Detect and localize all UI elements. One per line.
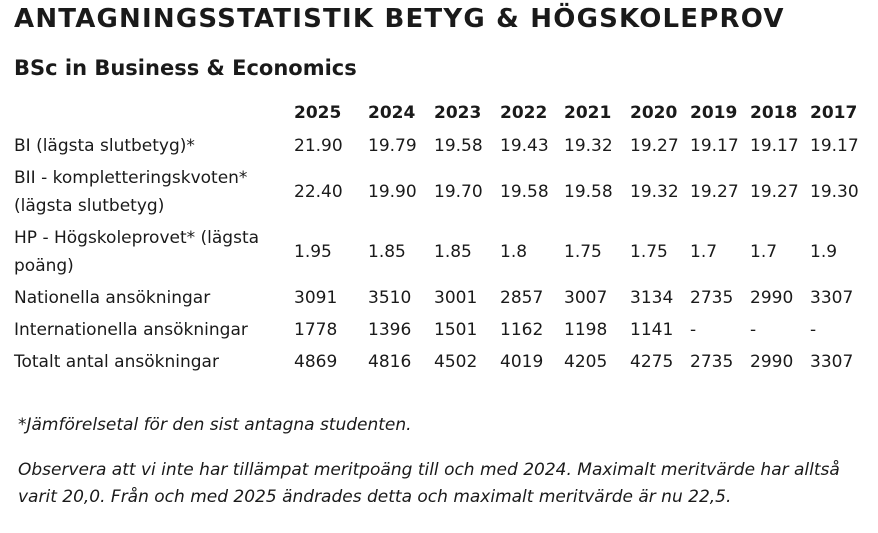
table-cell: - bbox=[690, 320, 697, 340]
table-cell: 22.40 bbox=[294, 182, 343, 202]
table-cell: - bbox=[750, 320, 757, 340]
table-cell: 4869 bbox=[294, 352, 338, 372]
table-cell: - bbox=[810, 320, 817, 340]
table-cell: 1141 bbox=[630, 320, 674, 340]
table-row bbox=[14, 162, 870, 222]
program-subtitle: BSc in Business & Economics bbox=[14, 56, 357, 80]
table-row bbox=[14, 314, 870, 346]
table-cell: 2735 bbox=[690, 352, 734, 372]
year-header: 2025 bbox=[294, 103, 342, 123]
table-cell: 3307 bbox=[810, 288, 854, 308]
table-cell: 3091 bbox=[294, 288, 338, 308]
header-label-cell bbox=[14, 98, 294, 130]
table-cell: 19.27 bbox=[630, 136, 679, 156]
year-header: 2021 bbox=[564, 103, 612, 123]
table-row bbox=[14, 282, 870, 314]
table-cell: 19.32 bbox=[564, 136, 613, 156]
year-header: 2023 bbox=[434, 103, 482, 123]
table-cell: 2990 bbox=[750, 288, 794, 308]
table-cell: 21.90 bbox=[294, 136, 343, 156]
table-cell: 19.90 bbox=[368, 182, 417, 202]
table-cell: 2857 bbox=[500, 288, 544, 308]
table-cell: 4816 bbox=[368, 352, 412, 372]
table-cell: 1162 bbox=[500, 320, 544, 340]
table-cell: 4019 bbox=[500, 352, 544, 372]
row-label: Totalt antal ansökningar bbox=[14, 352, 219, 372]
table-cell: 19.27 bbox=[750, 182, 799, 202]
table-cell: 3307 bbox=[810, 352, 854, 372]
admission-statistics-table bbox=[14, 98, 870, 378]
table-cell: 19.27 bbox=[690, 182, 739, 202]
row-label: BII - kompletteringskvoten* (lägsta slutbetyg) bbox=[14, 168, 248, 216]
table-row bbox=[14, 130, 870, 162]
year-header: 2019 bbox=[690, 103, 738, 123]
table-cell: 19.32 bbox=[630, 182, 679, 202]
table-cell: 1.75 bbox=[564, 242, 602, 262]
row-label: Internationella ansökningar bbox=[14, 320, 248, 340]
table-row bbox=[14, 346, 870, 378]
year-header: 2017 bbox=[810, 103, 858, 123]
table-cell: 19.17 bbox=[750, 136, 799, 156]
table-cell: 1.7 bbox=[750, 242, 778, 262]
table-cell: 1.75 bbox=[630, 242, 668, 262]
table-cell: 2735 bbox=[690, 288, 734, 308]
table-cell: 19.79 bbox=[368, 136, 417, 156]
page-title: ANTAGNINGSSTATISTIK BETYG & HÖGSKOLEPROV bbox=[14, 4, 785, 34]
row-label: Nationella ansökningar bbox=[14, 288, 211, 308]
year-header: 2024 bbox=[368, 103, 416, 123]
table-row bbox=[14, 222, 870, 282]
table-cell: 3510 bbox=[368, 288, 412, 308]
year-header: 2020 bbox=[630, 103, 678, 123]
table-cell: 1396 bbox=[368, 320, 412, 340]
row-label: HP - Högskoleprovet* (lägsta poäng) bbox=[14, 228, 260, 276]
table-cell: 1.8 bbox=[500, 242, 528, 262]
footnote: *Jämförelsetal för den sist antagna studenten. bbox=[18, 415, 412, 435]
table-cell: 1.7 bbox=[690, 242, 718, 262]
table-cell: 1778 bbox=[294, 320, 338, 340]
year-header: 2022 bbox=[500, 103, 548, 123]
year-header: 2018 bbox=[750, 103, 798, 123]
table-cell: 4275 bbox=[630, 352, 674, 372]
table-cell: 1501 bbox=[434, 320, 478, 340]
notes-section bbox=[18, 412, 858, 511]
merit-observation-note: Observera att vi inte har tillämpat meritpoäng till och med 2024. Maximalt meritvärde har alltså varit 20,0. Från och med 2025 ändrades detta och maximalt meritvärde är nu 22,5. bbox=[18, 460, 840, 507]
table-cell: 1198 bbox=[564, 320, 608, 340]
table-cell: 19.70 bbox=[434, 182, 483, 202]
table-cell: 19.43 bbox=[500, 136, 549, 156]
table-cell: 1.85 bbox=[434, 242, 472, 262]
table-cell: 3007 bbox=[564, 288, 608, 308]
table-cell: 3134 bbox=[630, 288, 674, 308]
table-cell: 19.58 bbox=[564, 182, 613, 202]
table-header-row bbox=[14, 98, 870, 130]
table-cell: 19.58 bbox=[500, 182, 549, 202]
table-cell: 4502 bbox=[434, 352, 478, 372]
row-label: BI (lägsta slutbetyg)* bbox=[14, 136, 195, 156]
table-cell: 19.17 bbox=[810, 136, 859, 156]
table-cell: 1.85 bbox=[368, 242, 406, 262]
table-cell: 19.17 bbox=[690, 136, 739, 156]
table-cell: 19.30 bbox=[810, 182, 859, 202]
table-cell: 1.95 bbox=[294, 242, 332, 262]
table-cell: 2990 bbox=[750, 352, 794, 372]
table-cell: 3001 bbox=[434, 288, 478, 308]
table-cell: 19.58 bbox=[434, 136, 483, 156]
table-cell: 1.9 bbox=[810, 242, 838, 262]
table-cell: 4205 bbox=[564, 352, 608, 372]
